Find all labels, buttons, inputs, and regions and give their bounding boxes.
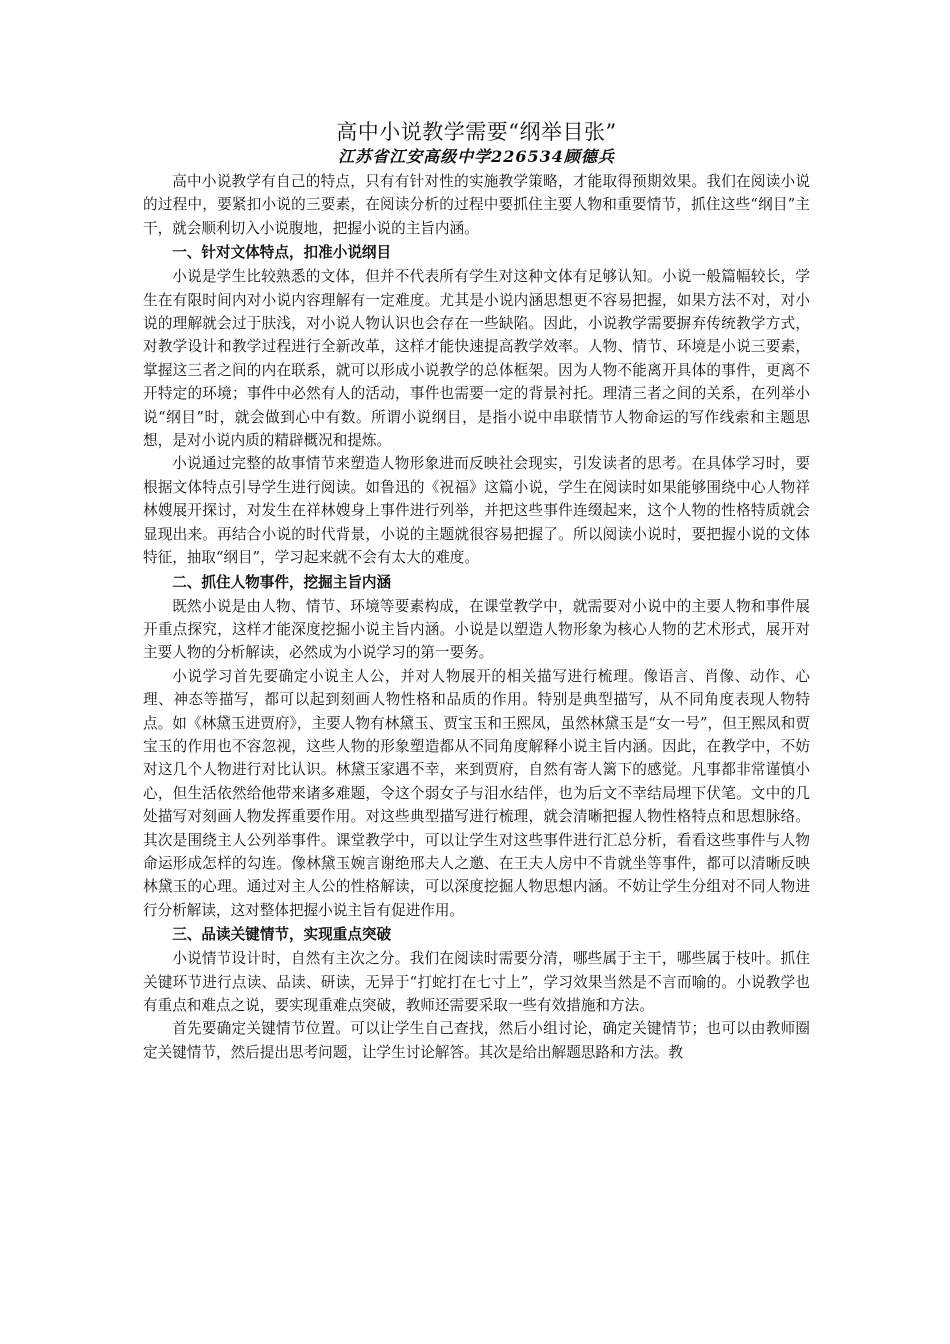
- body-paragraph: 小说学习首先要确定小说主人公，并对人物展开的相关描写进行梳理。像语言、肖像、动作、心理、神态等描写，都可以起到刻画人物性格和品质的作用。特别是典型描写，从不同角度表现人物特点。如《林黛玉进贾府》，主要人物有林黛玉、贾宝玉和王熙凤，虽然林黛玉是“女一号”，但王熙凤和贾宝玉的作用也不容忽视，这些人物的形象塑造都从不同角度解释小说主旨内涵。因此，在教学中，不妨对这几个人物进行对比认识。林黛玉家遇不幸，来到贾府，自然有寄人篱下的感觉。凡事都非常谨慎小心，但生活依然给他带来诸多难题，令这个弱女子与泪水结伴，也为后文不幸结局埋下伏笔。文中的几处描写对刻画人物发挥重要作用。对这些典型描写进行梳理，就会清晰把握人物性格特点和思想脉络。其次是围绕主人公列举事件。课堂教学中，可以让学生对这些事件进行汇总分析，看看这些事件与人物命运形成怎样的勾连。像林黛玉婉言谢绝邢夫人之邀、在王夫人房中不肯就坐等事件，都可以清晰反映林黛玉的心理。通过对主人公的性格解读，可以深度挖掘人物思想内涵。不妨让学生分组对不同人物进行分析解读，这对整体把握小说主旨有促进作用。: [143, 667, 810, 919]
- section-heading: 二、抓住人物事件，挖掘主旨内涵: [172, 573, 392, 591]
- body-paragraph: 小说是学生比较熟悉的文体，但并不代表所有学生对这种文体有足够认知。小说一般篇幅较长，学生在有限时间内对小说内容理解有一定难度。尤其是小说内涵思想更不容易把握，如果方法不对，对小说的理解就会过于肤浅，对小说人物认识也会存在一些缺陷。因此，小说教学需要摒弃传统教学方式，对教学设计和教学过程进行全新改革，这样才能快速提高教学效率。人物、情节、环境是小说三要素，掌握这三者之间的内在联系，就可以形成小说教学的总体框架。因为人物不能离开具体的事件，更离不开特定的环境；事件中必然有人的活动，事件也需要一定的背景衬托。理清三者之间的关系，在列举小说“纲目”时，就会做到心中有数。所谓小说纲目，是指小说中串联情节人物命运的写作线索和主题思想，是对小说内质的精辟概况和提炼。: [143, 268, 810, 450]
- section-1: [143, 240, 810, 569]
- author-byline: 江苏省江安高级中学226534顾德兵: [338, 147, 615, 166]
- intro-paragraph: 高中小说教学有自己的特点，只有有针对性的实施教学策略，才能取得预期效果。我们在阅读小说的过程中，要紧扣小说的三要素，在阅读分析的过程中要抓住主要人物和重要情节，抓住这些“纲目”主干，就会顺利切入小说腹地，把握小说的主旨内涵。: [143, 173, 810, 237]
- body-paragraph: 首先要确定关键情节位置。可以让学生自己查找，然后小组讨论，确定关键情节；也可以由教师圈定关键情节，然后提出思考问题，让学生讨论解答。其次是给出解题思路和方法。教: [143, 1020, 810, 1061]
- section-3: [143, 922, 810, 1064]
- document-page: [143, 118, 810, 1064]
- document-title: 高中小说教学需要“纲举目张”: [336, 120, 617, 144]
- body-paragraph: 小说情节设计时，自然有主次之分。我们在阅读时需要分清，哪些属于主干，哪些属于枝叶。抓住关键环节进行点读、品读、研读，无异于“打蛇打在七寸上”，学习效果当然是不言而喻的。小说教学也有重点和难点之说，要实现重难点突破，教师还需要采取一些有效措施和方法。: [143, 950, 810, 1014]
- body-paragraph: 小说通过完整的故事情节来塑造人物形象进而反映社会现实，引发读者的思考。在具体学习时，要根据文体特点引导学生进行阅读。如鲁迅的《祝福》这篇小说，学生在阅读时如果能够围绕中心人物祥林嫂展开探讨，对发生在祥林嫂身上事件进行列举，并把这些事件连缀起来，这个人物的性格特质就会显现出来。再结合小说的时代背景，小说的主题就很容易把握了。所以阅读小说时，要把握小说的文体特征，抽取“纲目”，学习起来就不会有太大的难度。: [143, 455, 810, 567]
- section-heading: 一、针对文体特点，扣准小说纲目: [172, 244, 392, 262]
- section-heading: 三、品读关键情节，实现重点突破: [172, 926, 392, 944]
- body-paragraph: 既然小说是由人物、情节、环境等要素构成，在课堂教学中，就需要对小说中的主要人物和事件展开重点探究，这样才能深度挖掘小说主旨内涵。小说是以塑造人物形象为核心人物的艺术形式，展开对主要人物的分析解读，必然成为小说学习的第一要务。: [143, 597, 810, 662]
- section-2: [143, 570, 810, 923]
